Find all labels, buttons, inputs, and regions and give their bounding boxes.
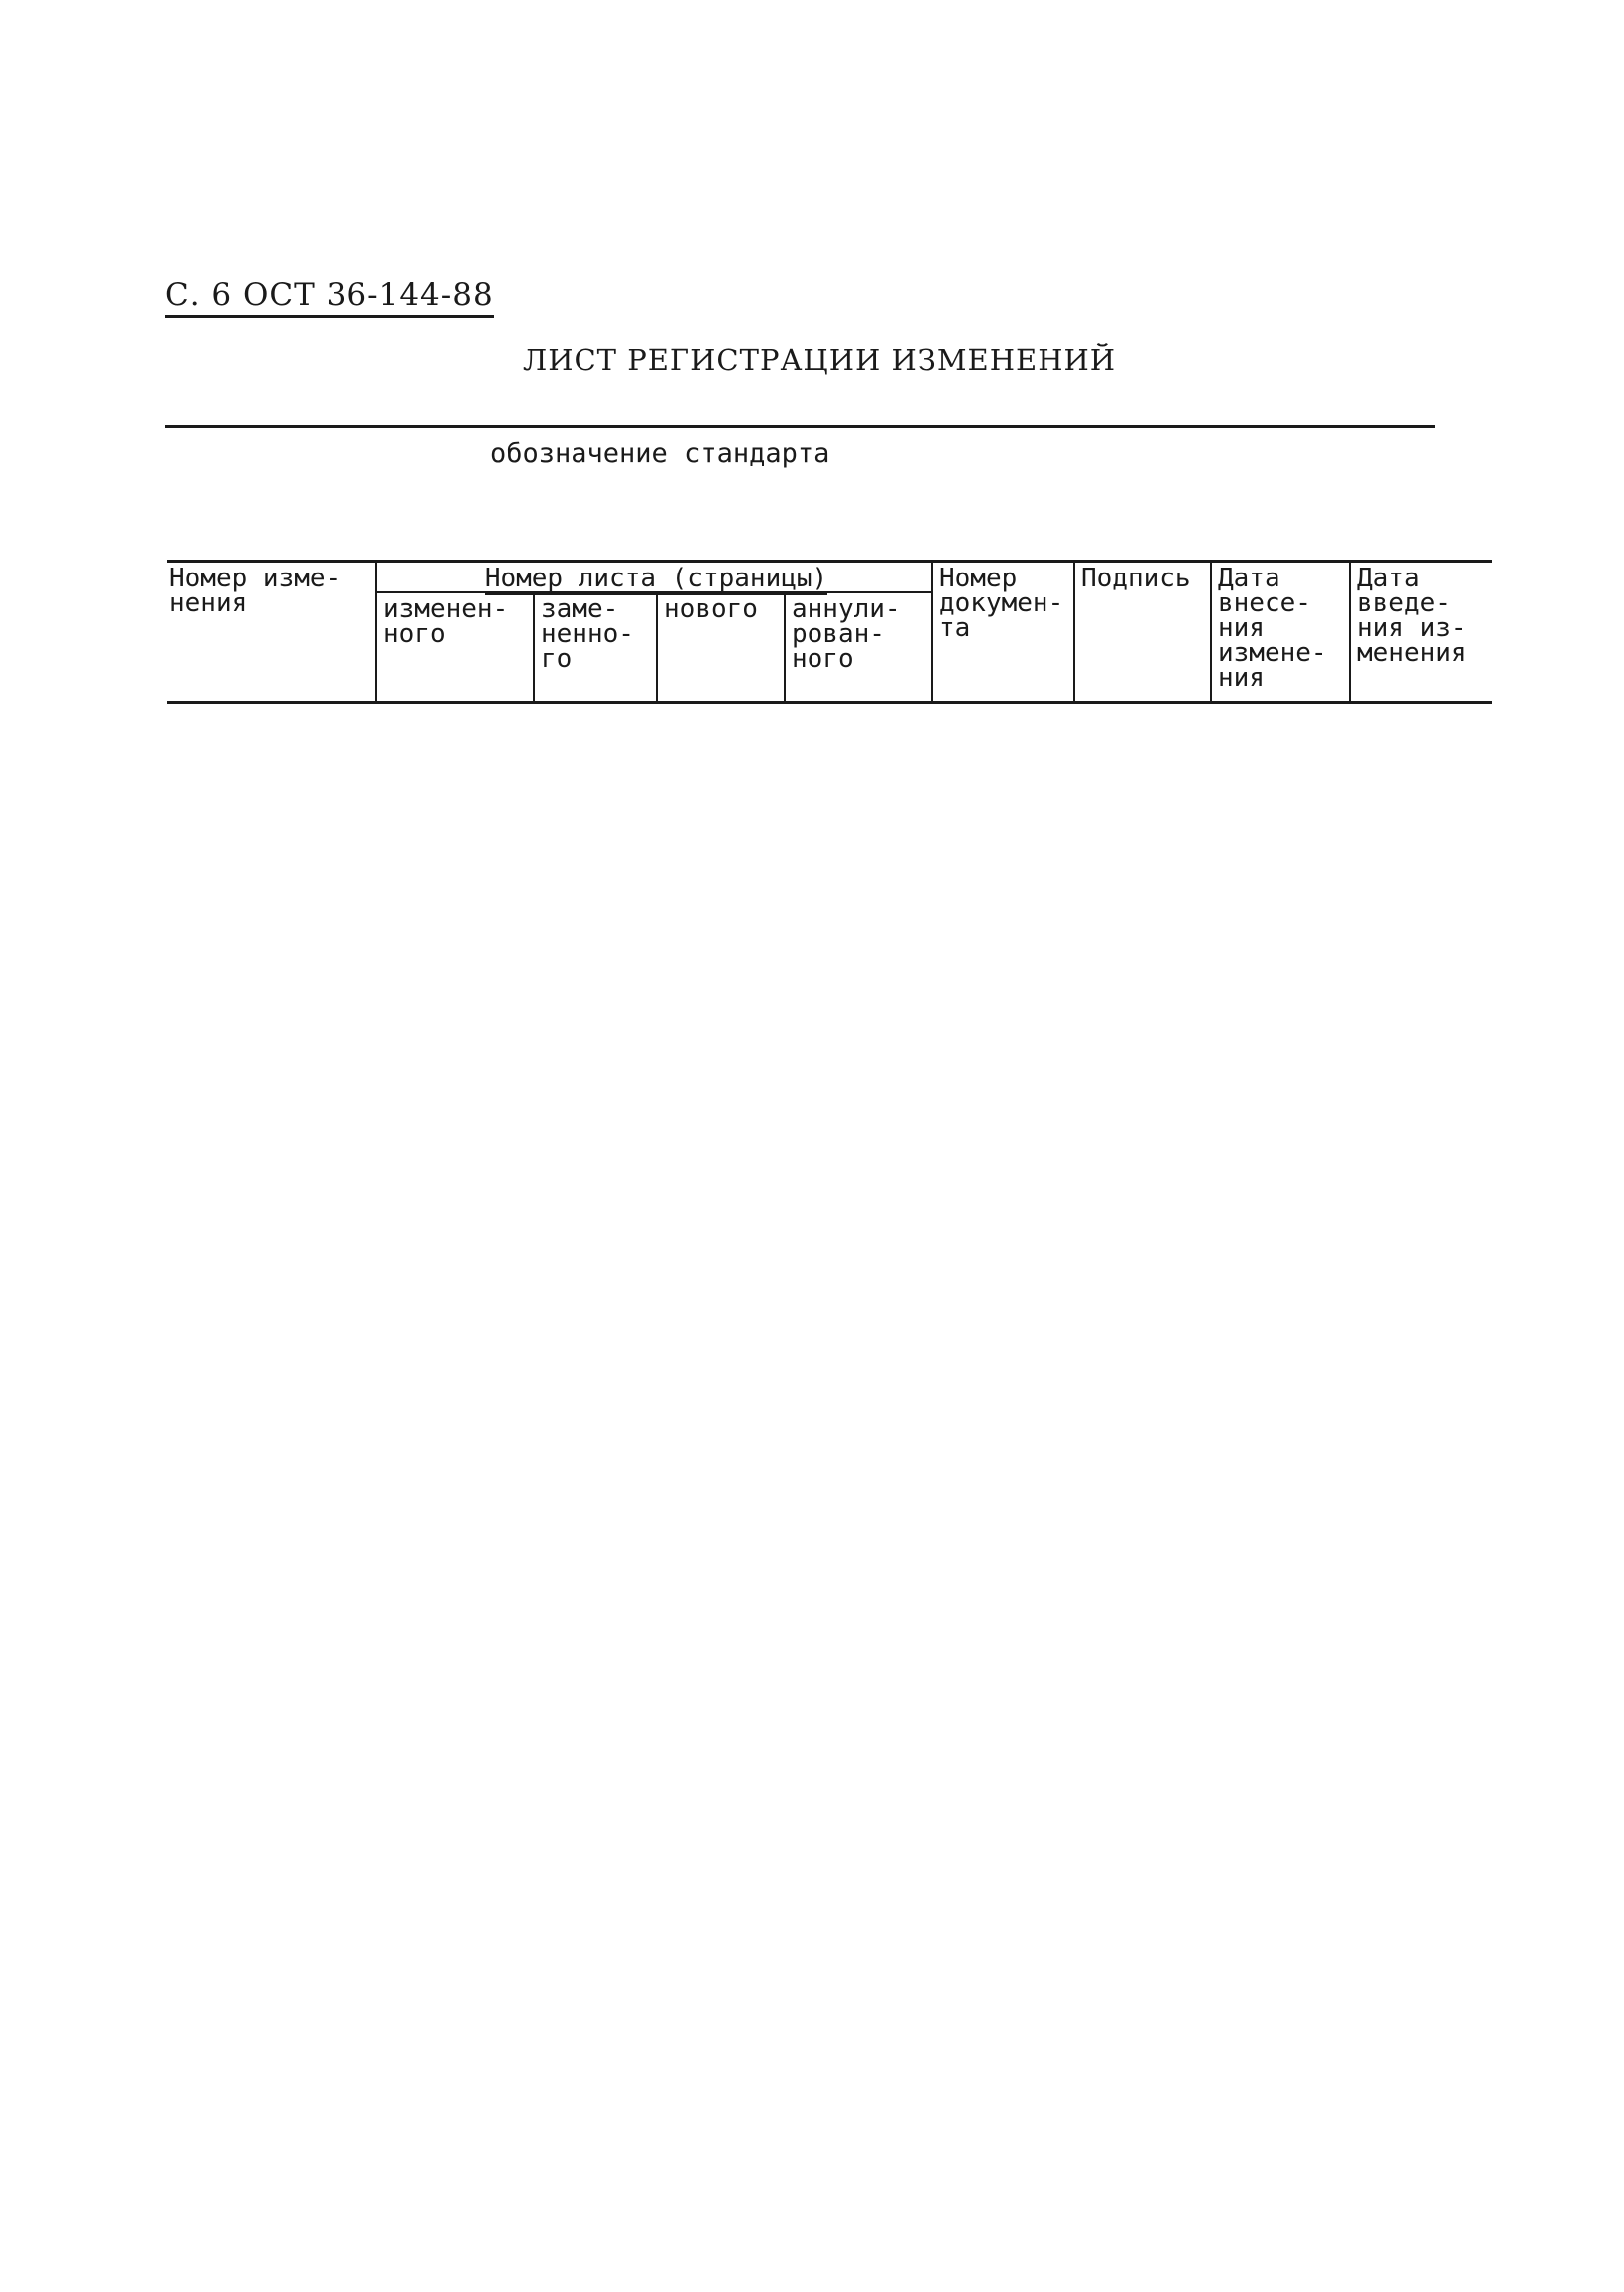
sub-col-changed-label: изменен- ного	[383, 594, 509, 649]
col-entry-date-label: Дата внесе- ния измене- ния	[1218, 564, 1327, 693]
col-change-number-label: Номер изме- нения	[169, 564, 342, 618]
change-registration-table	[167, 560, 1492, 704]
page-header-ref: С. 6 ОСТ 36-144-88	[165, 277, 494, 318]
col-effective-date	[1350, 562, 1492, 703]
col-signature-label: Подпись	[1081, 564, 1191, 593]
sheet-title: ЛИСТ РЕГИСТРАЦИИ ИЗМЕНЕНИЙ	[523, 344, 1117, 377]
sub-col-replaced-label: заме- ненно- го	[541, 594, 634, 674]
col-group-sheet-number	[376, 562, 932, 593]
sub-col-changed	[376, 592, 534, 703]
col-signature	[1074, 562, 1211, 703]
sub-col-annulled	[785, 592, 932, 703]
col-group-sheet-number-label: Номер листа (страницы)	[484, 564, 828, 593]
sub-col-new-label: нового	[664, 594, 758, 624]
col-effective-date-label: Дата введе- ния из- менения	[1357, 564, 1467, 668]
standard-designation-caption: обозначение стандарта	[490, 438, 830, 469]
col-change-number	[167, 562, 376, 703]
sub-col-annulled-label: аннули- рован- ного	[792, 594, 901, 674]
col-document-number	[932, 562, 1074, 703]
col-entry-date	[1211, 562, 1350, 703]
standard-designation-line	[165, 425, 1435, 428]
sub-col-replaced	[534, 592, 657, 703]
col-document-number-label: Номер докумен- та	[939, 564, 1064, 643]
sub-col-new	[657, 592, 785, 703]
